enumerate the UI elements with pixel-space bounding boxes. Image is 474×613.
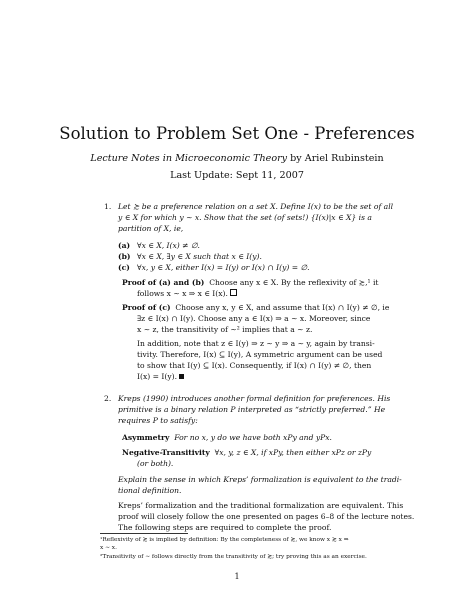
q2-line-1: Kreps (1990) introduces another formal definition for preferences. His — [118, 394, 391, 403]
proof-c-line-2: ∃z ∈ I(x) ∩ I(y). Choose any a ∈ I(x) ⇒ a ∼ x. Moreover, since — [137, 314, 371, 323]
q1-line-3: partition of X, ie, — [118, 224, 184, 233]
q2-answer-line-3: The following steps are required to complete the proof. — [118, 523, 332, 532]
q1-item-c-text: ∀x, y ∈ X, either I(x) = I(y) or I(x) ∩ I(y) = ∅. — [137, 263, 310, 272]
negtrans-text: ∀x, y, z ∈ X, if xPy, then either xPz or zPy — [214, 448, 372, 457]
footnote-1-line-1: ¹Reflexivity of ≿ is implied by definition: By the completeness of ≿, we know x ≿ x ⇒ — [100, 537, 349, 543]
proof-ab-line-1 — [122, 277, 378, 288]
proof-c-line-3: x ∼ z, the transitivity of ∼² implies that a ∼ z. — [137, 325, 313, 334]
proof-c-label: Proof of (c) — [122, 303, 171, 312]
footnote-2: ²Transitivity of ∼ follows directly from the transitivity of ≿; try proving this as an exercise. — [100, 554, 367, 560]
document-title: Solution to Problem Set One - Preferences — [59, 124, 415, 143]
footnote-1-line-2: x ∼ x. — [100, 545, 117, 551]
q2-explain-line-1: Explain the sense in which Kreps’ formalization is equivalent to the tradi- — [118, 475, 402, 484]
subtitle-book: Lecture Notes in Microeconomic Theory — [90, 153, 288, 164]
qed-box-icon — [230, 289, 237, 296]
qed-filled-icon — [179, 374, 184, 379]
document-subtitle — [0, 153, 474, 164]
q1-item-b-label: (b) — [118, 252, 131, 261]
proof-ab-text-2: follows x ∼ x ⇒ x ∈ I(x). — [137, 289, 228, 298]
negtrans-label: Negative-Transitivity — [122, 448, 210, 457]
q2-answer-line-2: proof will closely follow the one presented on pages 6–8 of the lecture notes. — [118, 512, 415, 521]
q1-number: 1. — [104, 202, 112, 211]
asymmetry-line — [122, 432, 332, 443]
proof-c-para2-text-4: I(x) = I(y). — [137, 372, 178, 381]
proof-ab-line-2 — [137, 288, 237, 299]
proof-c-para2-line-2: tivity. Therefore, I(x) ⊆ I(y), A symmetric argument can be used — [137, 350, 383, 359]
negtrans-line — [122, 447, 371, 458]
q1-item-a-text: ∀x ∈ X, I(x) ≠ ∅. — [137, 241, 200, 250]
q2-line-2: primitive is a binary relation P interpreted as “strictly preferred.” He — [118, 405, 386, 414]
q2-explain-line-2: tional definition. — [118, 486, 182, 495]
negtrans-line-2: (or both). — [137, 459, 174, 468]
page-number: 1 — [234, 572, 240, 581]
q1-item-b-text: ∀x ∈ X, ∃y ∈ X such that x ∈ I(y). — [137, 252, 262, 261]
proof-c-para2-line-4 — [137, 371, 184, 382]
q2-line-3: requires P to satisfy: — [118, 416, 198, 425]
q1-line-1: Let ≿ be a preference relation on a set X. Define I(x) to be the set of all — [118, 202, 394, 211]
q2-answer-line-1: Kreps’ formalization and the traditional formalization are equivalent. This — [118, 501, 404, 510]
last-update: Last Update: Sept 11, 2007 — [170, 170, 304, 181]
asymmetry-label: Asymmetry — [122, 433, 170, 442]
proof-c-text-1: Choose any x, y ∈ X, and assume that I(x) ∩ I(y) ≠ ∅, ie — [175, 303, 390, 312]
q1-line-2: y ∈ X for which y ∼ x. Show that the set (of sets!) {I(x)|x ∈ X} is a — [118, 213, 372, 222]
proof-c-para2-line-1: In addition, note that z ∈ I(y) ⇒ z ∼ y ⇒ a ∼ y, again by transi- — [137, 339, 375, 348]
proof-c-line-1 — [122, 302, 389, 313]
proof-ab-label: Proof of (a) and (b) — [122, 278, 205, 287]
subtitle-author: by Ariel Rubinstein — [287, 153, 384, 164]
q1-item-a-label: (a) — [118, 241, 131, 250]
asymmetry-text: For no x, y do we have both xPy and yPx. — [174, 433, 332, 442]
q1-item-c-label: (c) — [118, 263, 130, 272]
proof-c-para2-line-3: to show that I(y) ⊆ I(x). Consequently, if I(x) ∩ I(y) ≠ ∅, then — [137, 361, 372, 370]
q2-number: 2. — [104, 394, 112, 403]
footnote-rule — [100, 533, 188, 534]
proof-ab-text-1: Choose any x ∈ X. By the reflexivity of ≿,¹ it — [209, 278, 379, 287]
